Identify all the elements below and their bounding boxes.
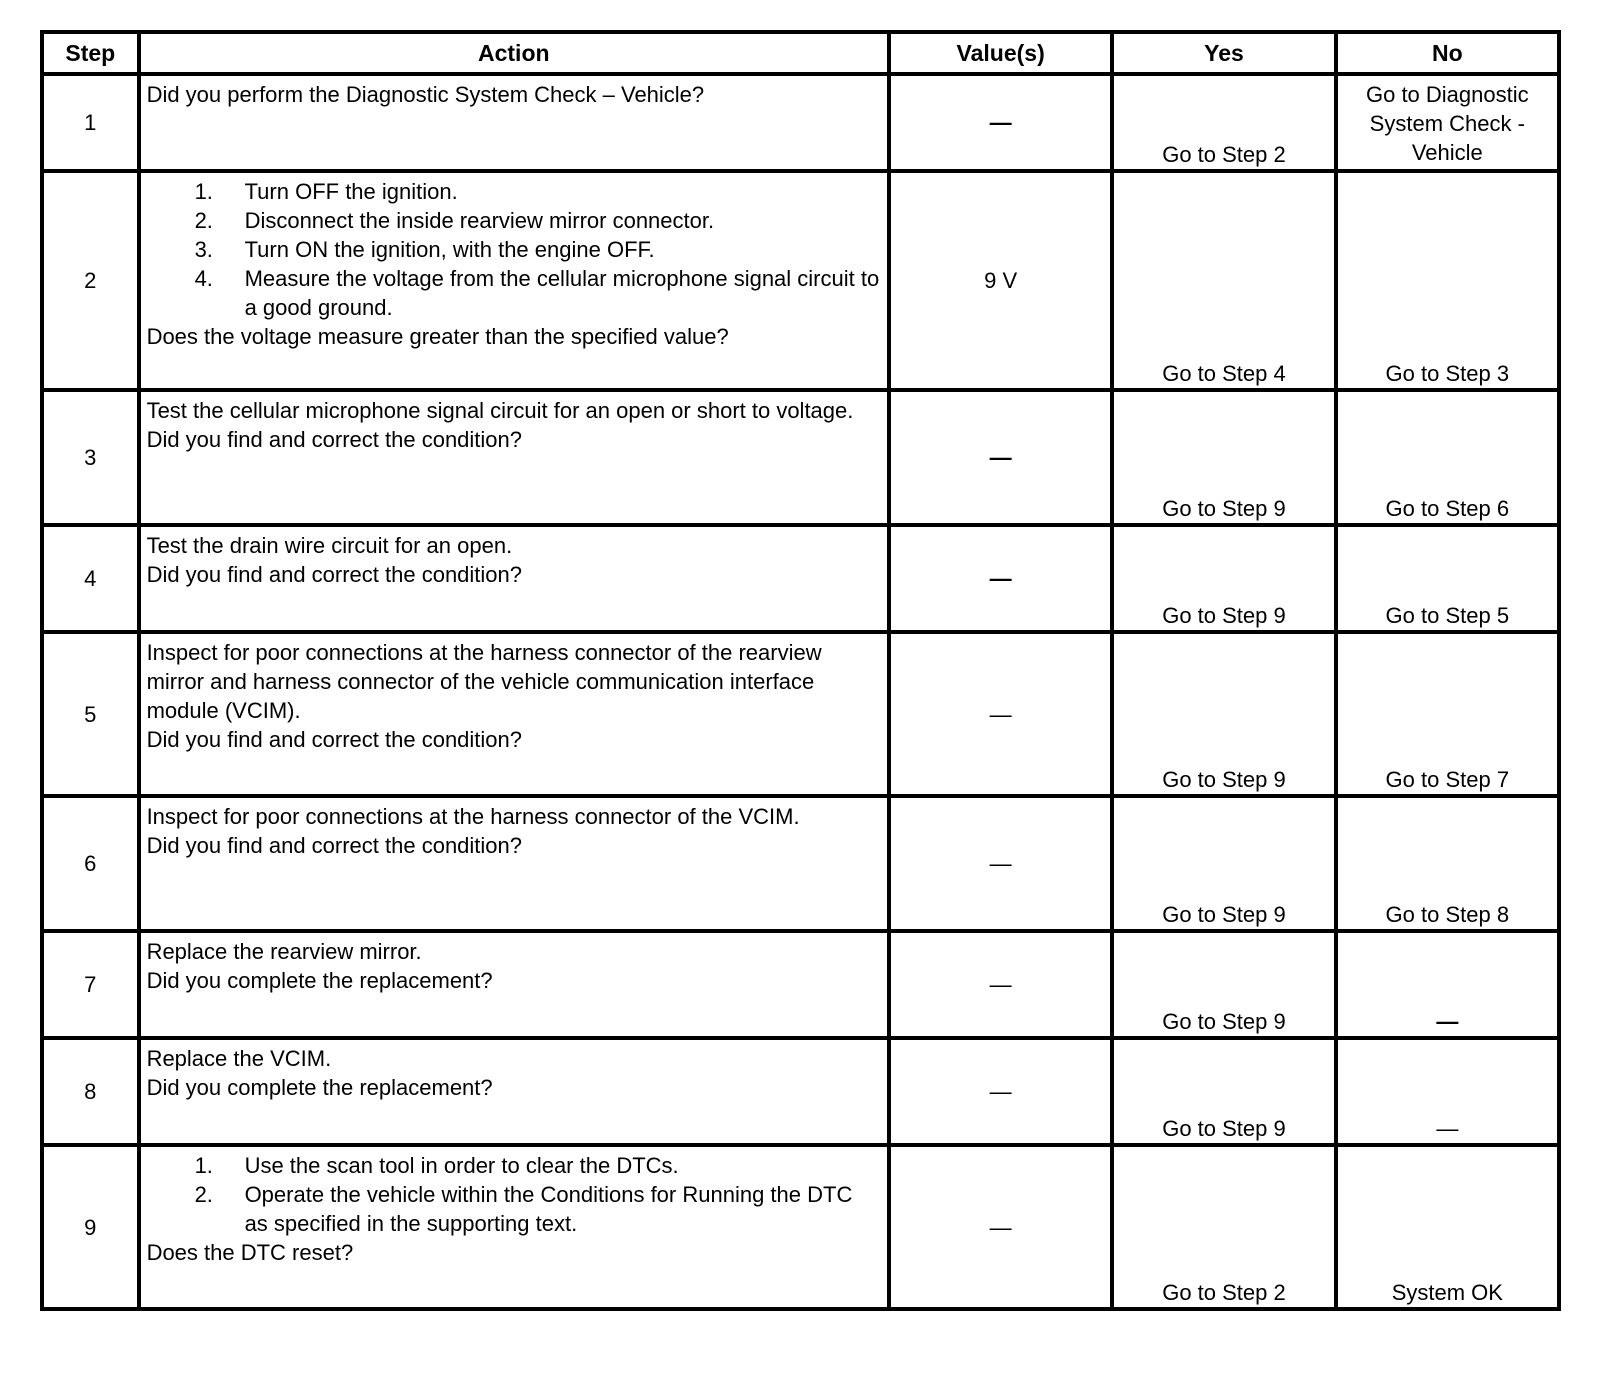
step-number: 8 [42,1038,139,1145]
list-item: 2. Disconnect the inside rearview mirror connector. [194,208,715,233]
table-row [42,1145,1559,1309]
action-cell [139,171,889,390]
list-item: 4. Measure the voltage from the cellular microphone signal circuit to a good ground. [194,266,880,320]
action-cell [139,74,889,171]
table-row [42,931,1559,1038]
header-values: Value(s) [889,32,1112,74]
value-cell: — [889,74,1112,171]
header-action: Action [139,32,889,74]
step-number: 6 [42,796,139,931]
list-item: 3. Turn ON the ignition, with the engine OFF. [194,237,655,262]
no-cell: Go to Step 8 [1336,796,1559,931]
table-row [42,632,1559,796]
yes-cell: Go to Step 2 [1112,74,1335,171]
instruction-list [147,177,881,322]
instruction-list [147,1151,881,1238]
list-item: 2. Operate the vehicle within the Conditions for Running the DTC as specified in the supporting text. [194,1182,853,1236]
no-cell: — [1336,931,1559,1038]
step-number: 2 [42,171,139,390]
value-cell: — [889,632,1112,796]
step-number: 1 [42,74,139,171]
list-item: 1. Use the scan tool in order to clear the DTCs. [194,1153,679,1178]
yes-cell: Go to Step 9 [1112,1038,1335,1145]
action-text: Inspect for poor connections at the harness connector of the VCIM. [146,804,800,829]
no-cell: Go to Step 3 [1336,171,1559,390]
action-cell [139,525,889,632]
question-text: Did you find and correct the condition? [146,833,523,858]
value-cell: — [889,1038,1112,1145]
no-cell: Go to Step 7 [1336,632,1559,796]
action-cell [139,931,889,1038]
value-cell: 9 V [889,171,1112,390]
action-cell [139,1145,889,1309]
no-cell: System OK [1336,1145,1559,1309]
action-cell [139,1038,889,1145]
step-number: 9 [42,1145,139,1309]
action-text: Replace the VCIM. [146,1046,332,1071]
yes-cell: Go to Step 9 [1112,632,1335,796]
step-number: 7 [42,931,139,1038]
header-yes: Yes [1112,32,1335,74]
step-number: 5 [42,632,139,796]
question-text: Does the DTC reset? [146,1240,354,1265]
action-text: Test the cellular microphone signal circuit for an open or short to voltage. [146,398,854,423]
action-cell [139,632,889,796]
list-item: 1. Turn OFF the ignition. [194,179,458,204]
yes-cell: Go to Step 9 [1112,390,1335,525]
table-row [42,171,1559,390]
step-number: 3 [42,390,139,525]
no-cell: Go to Diagnostic System Check - Vehicle [1336,74,1559,171]
table-row [42,525,1559,632]
step-number: 4 [42,525,139,632]
header-no: No [1336,32,1559,74]
value-cell: — [889,525,1112,632]
value-cell: — [889,931,1112,1038]
question-text: Did you find and correct the condition? [146,562,523,587]
table-row [42,796,1559,931]
yes-cell: Go to Step 9 [1112,796,1335,931]
header-row [42,32,1559,74]
question-text: Did you complete the replacement? [146,1075,493,1100]
header-step: Step [42,32,139,74]
question-text: Does the voltage measure greater than the specified value? [146,324,729,349]
yes-cell: Go to Step 2 [1112,1145,1335,1309]
action-text: Inspect for poor connections at the harness connector of the rearview mirror and harness connector of the vehicle communication interface module (VCIM). [146,640,822,723]
question-text: Did you find and correct the condition? [146,727,523,752]
action-text: Did you perform the Diagnostic System Check – Vehicle? [146,82,705,107]
action-text: Test the drain wire circuit for an open. [146,533,513,558]
action-text: Replace the rearview mirror. [146,939,422,964]
diagnostic-table [40,30,1561,1311]
action-cell [139,390,889,525]
value-cell: — [889,390,1112,525]
question-text: Did you find and correct the condition? [146,427,523,452]
value-cell: — [889,1145,1112,1309]
no-cell: — [1336,1038,1559,1145]
no-cell: Go to Step 6 [1336,390,1559,525]
table-row [42,74,1559,171]
yes-cell: Go to Step 9 [1112,525,1335,632]
yes-cell: Go to Step 4 [1112,171,1335,390]
no-cell: Go to Step 5 [1336,525,1559,632]
value-cell: — [889,796,1112,931]
question-text: Did you complete the replacement? [146,968,493,993]
action-cell [139,796,889,931]
table-row [42,390,1559,525]
table-row [42,1038,1559,1145]
yes-cell: Go to Step 9 [1112,931,1335,1038]
